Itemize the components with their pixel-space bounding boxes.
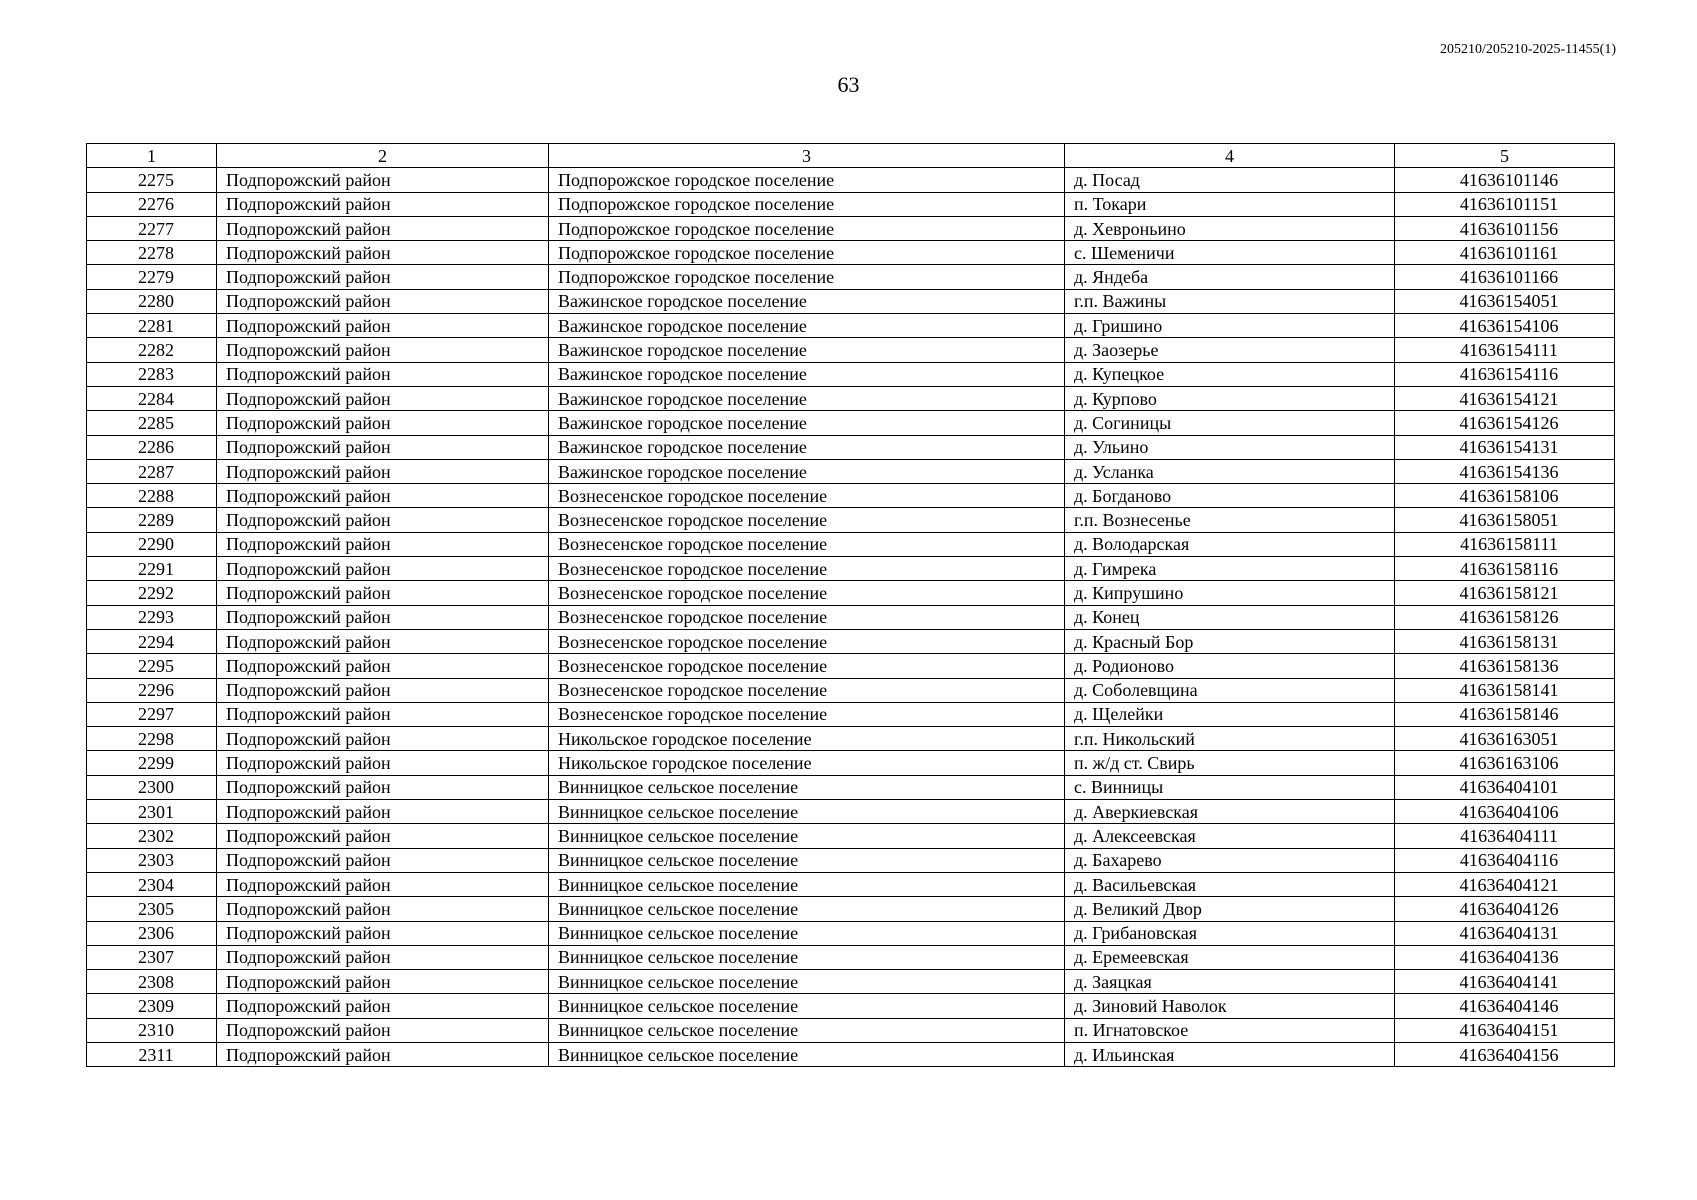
row-number-cell: 2288 xyxy=(87,484,217,508)
code-cell: 41636404121 xyxy=(1395,872,1615,896)
locality-cell: д. Богданово xyxy=(1065,484,1395,508)
code-cell: 41636158131 xyxy=(1395,629,1615,653)
settlement-cell: Вознесенское городское поселение xyxy=(549,678,1065,702)
locality-cell: г.п. Важины xyxy=(1065,289,1395,313)
code-cell: 41636158141 xyxy=(1395,678,1615,702)
row-number-cell: 2289 xyxy=(87,508,217,532)
table-row xyxy=(87,435,1615,459)
district-cell: Подпорожский район xyxy=(217,702,549,726)
table-row xyxy=(87,629,1615,653)
settlement-cell: Никольское городское поселение xyxy=(549,727,1065,751)
settlement-cell: Винницкое сельское поселение xyxy=(549,872,1065,896)
code-cell: 41636404116 xyxy=(1395,848,1615,872)
settlement-cell: Винницкое сельское поселение xyxy=(549,945,1065,969)
row-number-cell: 2290 xyxy=(87,532,217,556)
table-header-row xyxy=(87,144,1615,168)
district-cell: Подпорожский район xyxy=(217,605,549,629)
table-row xyxy=(87,945,1615,969)
settlement-cell: Винницкое сельское поселение xyxy=(549,970,1065,994)
locality-cell: д. Аверкиевская xyxy=(1065,800,1395,824)
locality-cell: п. Токари xyxy=(1065,192,1395,216)
locality-cell: д. Согиницы xyxy=(1065,411,1395,435)
settlement-cell: Винницкое сельское поселение xyxy=(549,848,1065,872)
settlement-cell: Винницкое сельское поселение xyxy=(549,775,1065,799)
locality-cell: д. Еремеевская xyxy=(1065,945,1395,969)
table-row xyxy=(87,678,1615,702)
locality-cell: д. Родионово xyxy=(1065,654,1395,678)
code-cell: 41636158111 xyxy=(1395,532,1615,556)
row-number-cell: 2307 xyxy=(87,945,217,969)
table-row xyxy=(87,362,1615,386)
table-row xyxy=(87,289,1615,313)
settlement-cell: Подпорожское городское поселение xyxy=(549,241,1065,265)
district-cell: Подпорожский район xyxy=(217,411,549,435)
row-number-cell: 2311 xyxy=(87,1042,217,1066)
row-number-cell: 2308 xyxy=(87,970,217,994)
district-cell: Подпорожский район xyxy=(217,897,549,921)
locality-cell: д. Великий Двор xyxy=(1065,897,1395,921)
column-header-1: 1 xyxy=(87,144,217,168)
settlement-cell: Винницкое сельское поселение xyxy=(549,921,1065,945)
locality-cell: д. Алексеевская xyxy=(1065,824,1395,848)
locality-cell: д. Кипрушино xyxy=(1065,581,1395,605)
page-number: 63 xyxy=(837,72,860,97)
row-number-cell: 2303 xyxy=(87,848,217,872)
settlement-cell: Подпорожское городское поселение xyxy=(549,216,1065,240)
code-cell: 41636404111 xyxy=(1395,824,1615,848)
settlement-cell: Винницкое сельское поселение xyxy=(549,800,1065,824)
district-cell: Подпорожский район xyxy=(217,848,549,872)
code-cell: 41636404101 xyxy=(1395,775,1615,799)
district-cell: Подпорожский район xyxy=(217,265,549,289)
district-cell: Подпорожский район xyxy=(217,314,549,338)
code-cell: 41636101146 xyxy=(1395,168,1615,192)
row-number-cell: 2296 xyxy=(87,678,217,702)
settlement-cell: Важинское городское поселение xyxy=(549,435,1065,459)
district-cell: Подпорожский район xyxy=(217,459,549,483)
table-row xyxy=(87,605,1615,629)
locality-cell: д. Хевроньино xyxy=(1065,216,1395,240)
code-cell: 41636101166 xyxy=(1395,265,1615,289)
locality-cell: д. Ильинская xyxy=(1065,1042,1395,1066)
code-cell: 41636101151 xyxy=(1395,192,1615,216)
code-cell: 41636154051 xyxy=(1395,289,1615,313)
column-header-3: 3 xyxy=(549,144,1065,168)
table-row xyxy=(87,241,1615,265)
district-cell: Подпорожский район xyxy=(217,872,549,896)
code-cell: 41636404136 xyxy=(1395,945,1615,969)
table-row xyxy=(87,338,1615,362)
locality-cell: д. Яндеба xyxy=(1065,265,1395,289)
locality-cell: д. Зиновий Наволок xyxy=(1065,994,1395,1018)
district-cell: Подпорожский район xyxy=(217,921,549,945)
locality-cell: д. Гимрека xyxy=(1065,557,1395,581)
settlement-cell: Вознесенское городское поселение xyxy=(549,629,1065,653)
row-number-cell: 2306 xyxy=(87,921,217,945)
row-number-cell: 2309 xyxy=(87,994,217,1018)
locality-cell: п. Игнатовское xyxy=(1065,1018,1395,1042)
settlement-cell: Подпорожское городское поселение xyxy=(549,192,1065,216)
district-cell: Подпорожский район xyxy=(217,386,549,410)
locality-cell: д. Красный Бор xyxy=(1065,629,1395,653)
settlement-cell: Вознесенское городское поселение xyxy=(549,654,1065,678)
table-row xyxy=(87,824,1615,848)
district-cell: Подпорожский район xyxy=(217,994,549,1018)
document-id: 205210/205210-2025-11455(1) xyxy=(1439,42,1616,57)
code-cell: 41636154116 xyxy=(1395,362,1615,386)
locality-cell: д. Конец xyxy=(1065,605,1395,629)
locality-cell: г.п. Вознесенье xyxy=(1065,508,1395,532)
code-cell: 41636154136 xyxy=(1395,459,1615,483)
locality-cell: г.п. Никольский xyxy=(1065,727,1395,751)
row-number-cell: 2281 xyxy=(87,314,217,338)
district-cell: Подпорожский район xyxy=(217,751,549,775)
row-number-cell: 2298 xyxy=(87,727,217,751)
district-cell: Подпорожский район xyxy=(217,362,549,386)
locality-cell: д. Гришино xyxy=(1065,314,1395,338)
code-cell: 41636154131 xyxy=(1395,435,1615,459)
settlement-cell: Вознесенское городское поселение xyxy=(549,484,1065,508)
table-body xyxy=(87,168,1615,1067)
row-number-cell: 2292 xyxy=(87,581,217,605)
district-cell: Подпорожский район xyxy=(217,1042,549,1066)
table-row xyxy=(87,216,1615,240)
column-header-2: 2 xyxy=(217,144,549,168)
settlement-cell: Важинское городское поселение xyxy=(549,411,1065,435)
locality-cell: д. Ульино xyxy=(1065,435,1395,459)
district-cell: Подпорожский район xyxy=(217,824,549,848)
table-row xyxy=(87,532,1615,556)
row-number-cell: 2282 xyxy=(87,338,217,362)
table-row xyxy=(87,751,1615,775)
district-cell: Подпорожский район xyxy=(217,289,549,313)
settlement-cell: Важинское городское поселение xyxy=(549,362,1065,386)
settlement-cell: Винницкое сельское поселение xyxy=(549,897,1065,921)
district-cell: Подпорожский район xyxy=(217,508,549,532)
district-cell: Подпорожский район xyxy=(217,192,549,216)
code-cell: 41636154106 xyxy=(1395,314,1615,338)
row-number-cell: 2275 xyxy=(87,168,217,192)
settlement-cell: Никольское городское поселение xyxy=(549,751,1065,775)
locality-cell: д. Васильевская xyxy=(1065,872,1395,896)
column-header-4: 4 xyxy=(1065,144,1395,168)
locality-cell: д. Посад xyxy=(1065,168,1395,192)
code-cell: 41636404156 xyxy=(1395,1042,1615,1066)
district-cell: Подпорожский район xyxy=(217,678,549,702)
settlement-cell: Вознесенское городское поселение xyxy=(549,557,1065,581)
table-row xyxy=(87,265,1615,289)
code-cell: 41636158121 xyxy=(1395,581,1615,605)
settlement-cell: Винницкое сельское поселение xyxy=(549,994,1065,1018)
table-row xyxy=(87,386,1615,410)
district-cell: Подпорожский район xyxy=(217,241,549,265)
code-cell: 41636101161 xyxy=(1395,241,1615,265)
code-cell: 41636404141 xyxy=(1395,970,1615,994)
district-cell: Подпорожский район xyxy=(217,970,549,994)
district-cell: Подпорожский район xyxy=(217,629,549,653)
table-row xyxy=(87,702,1615,726)
settlement-cell: Вознесенское городское поселение xyxy=(549,605,1065,629)
code-cell: 41636101156 xyxy=(1395,216,1615,240)
row-number-cell: 2299 xyxy=(87,751,217,775)
code-cell: 41636404126 xyxy=(1395,897,1615,921)
row-number-cell: 2310 xyxy=(87,1018,217,1042)
settlement-cell: Подпорожское городское поселение xyxy=(549,168,1065,192)
table-row xyxy=(87,848,1615,872)
settlement-cell: Подпорожское городское поселение xyxy=(549,265,1065,289)
code-cell: 41636404106 xyxy=(1395,800,1615,824)
table-row xyxy=(87,314,1615,338)
code-cell: 41636158116 xyxy=(1395,557,1615,581)
locality-cell: п. ж/д ст. Свирь xyxy=(1065,751,1395,775)
settlement-cell: Винницкое сельское поселение xyxy=(549,1042,1065,1066)
code-cell: 41636154111 xyxy=(1395,338,1615,362)
table-row xyxy=(87,459,1615,483)
row-number-cell: 2287 xyxy=(87,459,217,483)
row-number-cell: 2304 xyxy=(87,872,217,896)
code-cell: 41636163106 xyxy=(1395,751,1615,775)
row-number-cell: 2301 xyxy=(87,800,217,824)
district-cell: Подпорожский район xyxy=(217,532,549,556)
table-row xyxy=(87,581,1615,605)
district-cell: Подпорожский район xyxy=(217,654,549,678)
table-row xyxy=(87,800,1615,824)
row-number-cell: 2284 xyxy=(87,386,217,410)
locality-cell: д. Грибановская xyxy=(1065,921,1395,945)
settlement-cell: Важинское городское поселение xyxy=(549,338,1065,362)
settlement-cell: Вознесенское городское поселение xyxy=(549,581,1065,605)
row-number-cell: 2300 xyxy=(87,775,217,799)
locality-cell: д. Усланка xyxy=(1065,459,1395,483)
settlement-cell: Винницкое сельское поселение xyxy=(549,824,1065,848)
settlement-cell: Важинское городское поселение xyxy=(549,289,1065,313)
row-number-cell: 2276 xyxy=(87,192,217,216)
row-number-cell: 2293 xyxy=(87,605,217,629)
district-cell: Подпорожский район xyxy=(217,484,549,508)
column-header-5: 5 xyxy=(1395,144,1615,168)
locality-cell: д. Купецкое xyxy=(1065,362,1395,386)
settlements-table xyxy=(86,143,1615,1067)
settlement-cell: Вознесенское городское поселение xyxy=(549,508,1065,532)
row-number-cell: 2285 xyxy=(87,411,217,435)
district-cell: Подпорожский район xyxy=(217,727,549,751)
table-row xyxy=(87,557,1615,581)
code-cell: 41636158106 xyxy=(1395,484,1615,508)
row-number-cell: 2283 xyxy=(87,362,217,386)
code-cell: 41636158136 xyxy=(1395,654,1615,678)
locality-cell: д. Щелейки xyxy=(1065,702,1395,726)
settlement-cell: Важинское городское поселение xyxy=(549,314,1065,338)
table-row xyxy=(87,872,1615,896)
locality-cell: д. Курпово xyxy=(1065,386,1395,410)
code-cell: 41636404151 xyxy=(1395,1018,1615,1042)
table-row xyxy=(87,775,1615,799)
table-row xyxy=(87,994,1615,1018)
locality-cell: д. Володарская xyxy=(1065,532,1395,556)
settlement-cell: Важинское городское поселение xyxy=(549,386,1065,410)
row-number-cell: 2286 xyxy=(87,435,217,459)
locality-cell: с. Винницы xyxy=(1065,775,1395,799)
table-row xyxy=(87,192,1615,216)
district-cell: Подпорожский район xyxy=(217,435,549,459)
district-cell: Подпорожский район xyxy=(217,945,549,969)
locality-cell: с. Шеменичи xyxy=(1065,241,1395,265)
row-number-cell: 2279 xyxy=(87,265,217,289)
table-row xyxy=(87,727,1615,751)
table-row xyxy=(87,508,1615,532)
row-number-cell: 2280 xyxy=(87,289,217,313)
table-row xyxy=(87,970,1615,994)
code-cell: 41636158126 xyxy=(1395,605,1615,629)
settlement-cell: Важинское городское поселение xyxy=(549,459,1065,483)
code-cell: 41636404146 xyxy=(1395,994,1615,1018)
code-cell: 41636404131 xyxy=(1395,921,1615,945)
table-row xyxy=(87,921,1615,945)
code-cell: 41636154126 xyxy=(1395,411,1615,435)
settlement-cell: Вознесенское городское поселение xyxy=(549,532,1065,556)
code-cell: 41636158051 xyxy=(1395,508,1615,532)
row-number-cell: 2291 xyxy=(87,557,217,581)
district-cell: Подпорожский район xyxy=(217,168,549,192)
locality-cell: д. Заяцкая xyxy=(1065,970,1395,994)
code-cell: 41636163051 xyxy=(1395,727,1615,751)
row-number-cell: 2305 xyxy=(87,897,217,921)
table-row xyxy=(87,654,1615,678)
locality-cell: д. Заозерье xyxy=(1065,338,1395,362)
district-cell: Подпорожский район xyxy=(217,800,549,824)
locality-cell: д. Бахарево xyxy=(1065,848,1395,872)
table-row xyxy=(87,897,1615,921)
settlement-cell: Вознесенское городское поселение xyxy=(549,702,1065,726)
row-number-cell: 2297 xyxy=(87,702,217,726)
district-cell: Подпорожский район xyxy=(217,338,549,362)
table-row xyxy=(87,411,1615,435)
table-row xyxy=(87,1018,1615,1042)
code-cell: 41636158146 xyxy=(1395,702,1615,726)
row-number-cell: 2295 xyxy=(87,654,217,678)
row-number-cell: 2277 xyxy=(87,216,217,240)
district-cell: Подпорожский район xyxy=(217,557,549,581)
table-row xyxy=(87,168,1615,192)
district-cell: Подпорожский район xyxy=(217,581,549,605)
code-cell: 41636154121 xyxy=(1395,386,1615,410)
settlement-cell: Винницкое сельское поселение xyxy=(549,1018,1065,1042)
table-row xyxy=(87,1042,1615,1066)
district-cell: Подпорожский район xyxy=(217,775,549,799)
district-cell: Подпорожский район xyxy=(217,216,549,240)
row-number-cell: 2302 xyxy=(87,824,217,848)
district-cell: Подпорожский район xyxy=(217,1018,549,1042)
row-number-cell: 2278 xyxy=(87,241,217,265)
row-number-cell: 2294 xyxy=(87,629,217,653)
table-row xyxy=(87,484,1615,508)
locality-cell: д. Соболевщина xyxy=(1065,678,1395,702)
